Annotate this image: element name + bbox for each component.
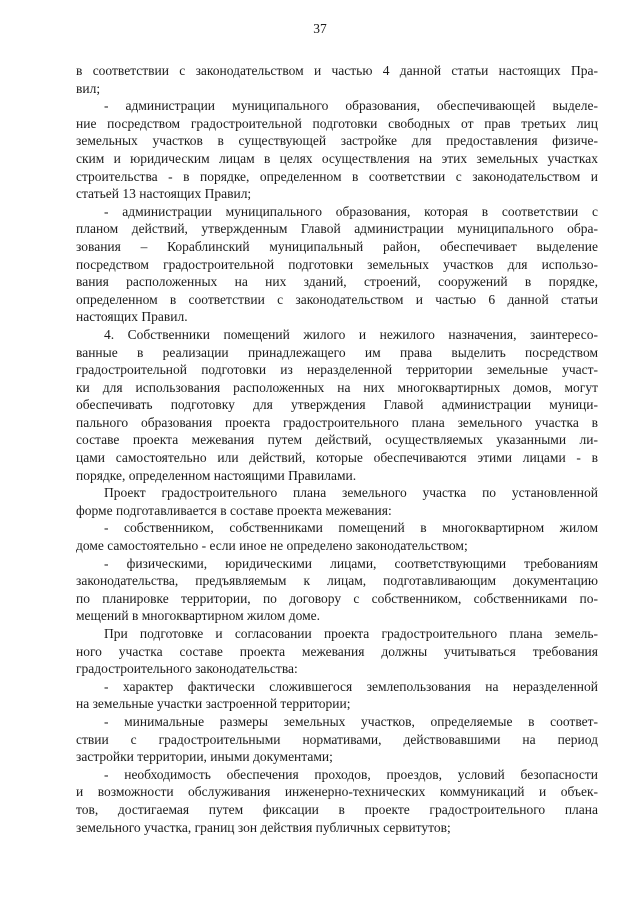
text-line: порядке, определенном настоящими Правилами.	[76, 467, 357, 483]
text-line: Проект градостроительного плана земельного участка по установленной	[104, 485, 598, 501]
text-line: тов, достигаемая путем фиксации в проекте градостроительного плана	[76, 801, 598, 817]
text-line: ного участка составе проекта межевания должны учитываться требования	[76, 643, 598, 659]
page-number: 37	[313, 21, 327, 36]
text-line: по планировке территории, по договору с собственником, собственниками по-	[76, 590, 598, 606]
text-line: пального образования проекта градостроительного плана земельного участка в	[76, 414, 598, 430]
text-line: мещений в многоквартирном жилом доме.	[76, 608, 320, 624]
text-line: градостроительной подготовки из неразделенной территории земельные участ-	[76, 362, 598, 378]
text-line: ванные в реализации принадлежащего им права выделить посредством	[76, 344, 598, 360]
text-line: форме подготавливается в составе проекта межевания:	[76, 502, 392, 518]
text-line: градостроительного законодательства:	[76, 661, 298, 677]
text-line: застройки территории, иными документами;	[76, 749, 333, 765]
text-line: определенном в соответствии с законодательством и частью 6 данной статьи	[76, 291, 598, 307]
text-line: на земельные участки застроенной территории;	[76, 696, 351, 712]
text-line: ки для использования расположенных на них многоквартирных домов, могут	[76, 379, 598, 395]
text-line: ние посредством градостроительной подготовки свободных от прав третьих лиц	[76, 115, 598, 131]
text-line: - необходимость обеспечения проходов, проездов, условий безопасности	[104, 766, 598, 782]
text-line: посредством градостроительной подготовки земельных участков для использо-	[76, 256, 598, 272]
text-line: и возможности обслуживания инженерно-технических коммуникаций и объек-	[76, 784, 598, 800]
text-line: статьей 13 настоящих Правил;	[76, 186, 252, 202]
text-line: 4. Собственники помещений жилого и нежилого назначения, заинтересо-	[104, 326, 598, 342]
text-line: планом действий, утвержденным Главой администрации муниципального обра-	[76, 221, 598, 237]
text-line: - администрации муниципального образования, которая в соответствии с	[104, 203, 598, 219]
text-line: законодательства, предъявляемым к лицам, подготавливающим документацию	[76, 573, 598, 589]
text-line: - физическими, юридическими лицами, соответствующими требованиям	[104, 555, 598, 571]
text-line: в соответствии с законодательством и частью 4 данной статьи настоящих Пра-	[76, 63, 598, 78]
text-line: вания расположенных на них зданий, строений, сооружений в порядке,	[76, 274, 598, 290]
text-line: зования – Кораблинский муниципальный район, обеспечивает выделение	[76, 238, 598, 254]
text-line: ским и юридическим лицам в целях осуществления на этих земельных участках	[76, 150, 598, 166]
text-line: доме самостоятельно - если иное не определено законодательством;	[76, 538, 468, 554]
text-line: - характер фактически сложившегося землепользования на неразделенной	[104, 678, 598, 694]
text-line: настоящих Правил.	[76, 309, 188, 325]
text-line: - администрации муниципального образования, обеспечивающей выделе-	[104, 98, 598, 114]
text-line: - собственником, собственниками помещений в многоквартирном жилом	[104, 520, 598, 536]
text-line: земельного участка, границ зон действия публичных сервитутов;	[76, 819, 451, 835]
text-line: земельных участков в существующей застройке для предоставления физиче-	[76, 133, 598, 149]
text-line: цами самостоятельно или действий, которые обеспечиваются этими лицами - в	[76, 450, 598, 466]
text-line: вил;	[76, 80, 101, 96]
text-line: - минимальные размеры земельных участков, определяемые в соответ-	[104, 713, 598, 729]
text-line: При подготовке и согласовании проекта градостроительного плана земель-	[104, 626, 598, 641]
text-line: обеспечивать подготовку для утверждения Главой администрации муници-	[76, 397, 598, 413]
text-line: ствии с градостроительными нормативами, действовавшими на период	[76, 731, 598, 747]
text-line: строительства - в порядке, определенном в соответствии с законодательством и	[76, 168, 598, 184]
text-line: составе проекта межевания путем действий, осуществляемых указанными ли-	[76, 432, 598, 448]
document-body	[76, 62, 598, 836]
